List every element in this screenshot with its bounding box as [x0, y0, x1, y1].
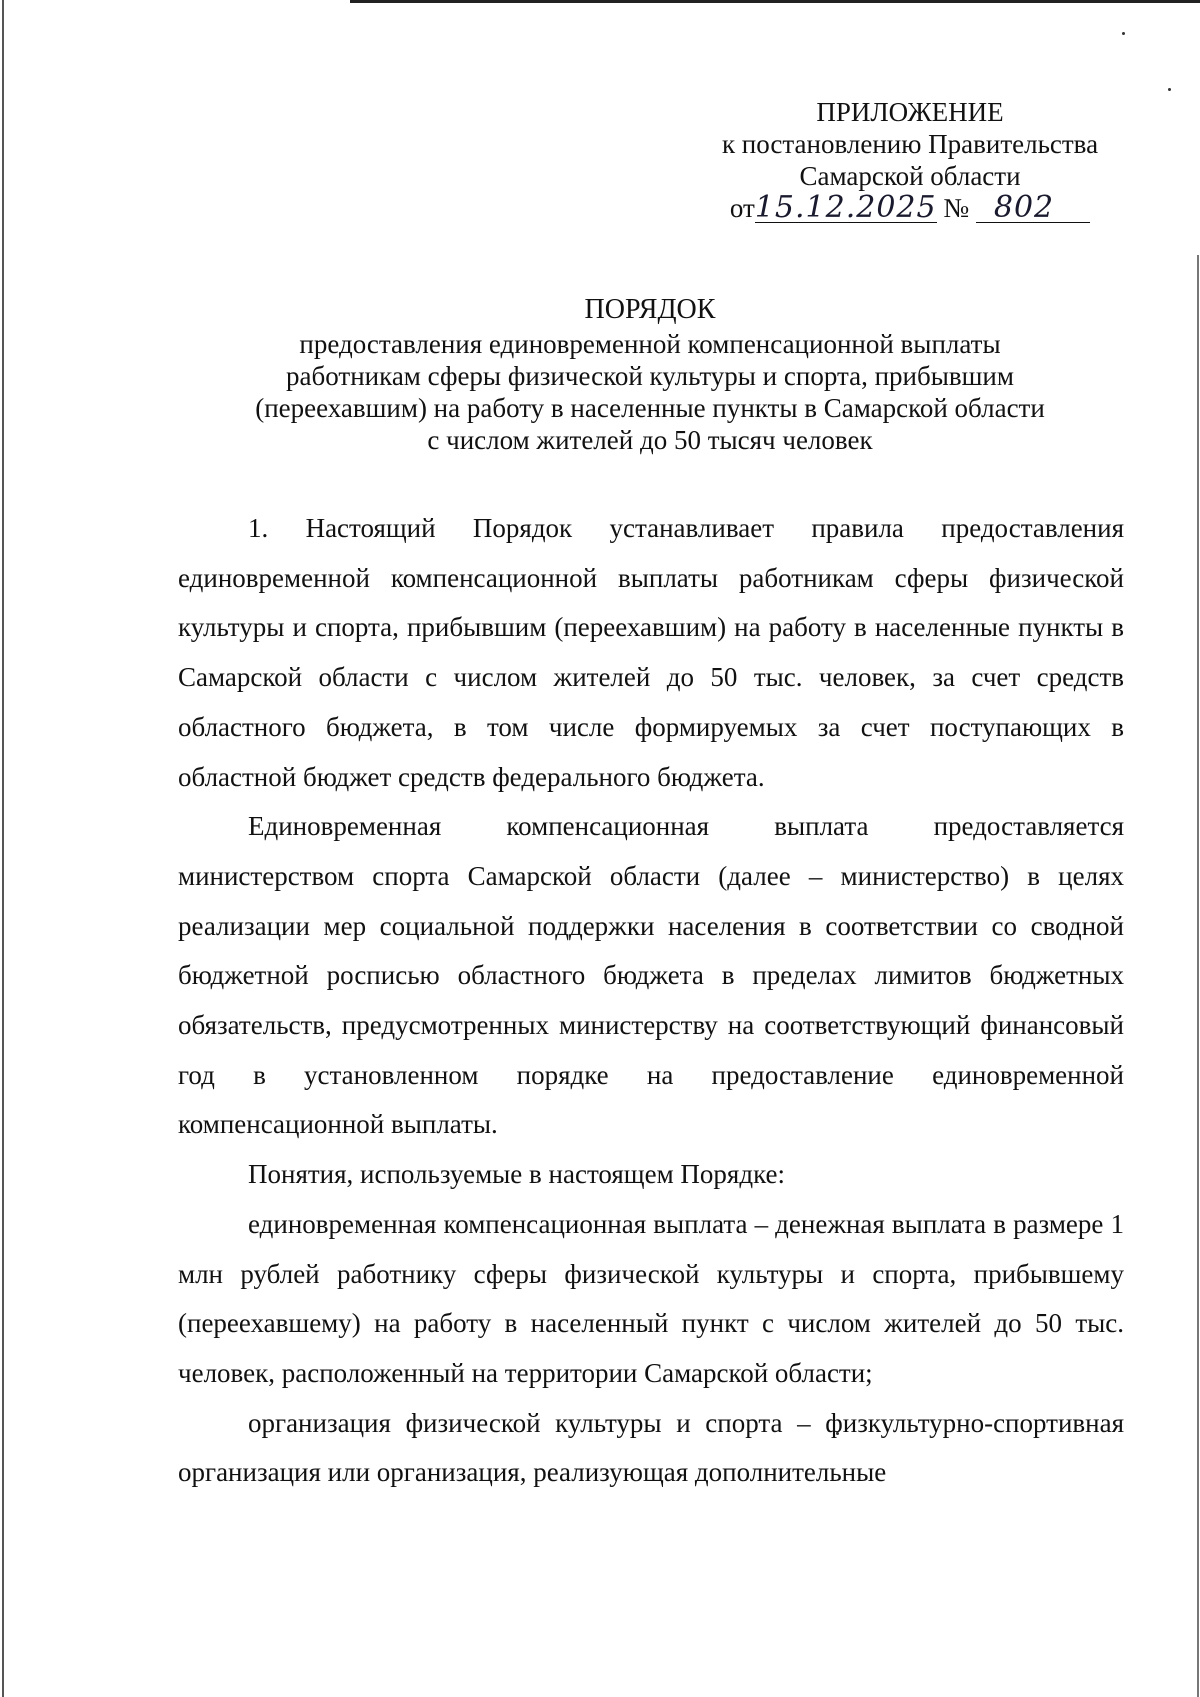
appendix-date-line: [680, 192, 1140, 224]
title-line-4: с числом жителей до 50 тысяч человек: [427, 425, 873, 455]
appendix-label: ПРИЛОЖЕНИЕ: [816, 97, 1004, 127]
scan-edge-top: [350, 0, 1200, 3]
scan-speck: [1168, 88, 1171, 91]
title-line-2: работникам сферы физической культуры и спорта, прибывшим: [286, 361, 1014, 391]
scan-edge-right: [1197, 255, 1199, 1697]
paragraph-3: Понятия, используемые в настоящем Порядке:: [248, 1159, 785, 1190]
handwritten-date: 15.12.2025: [754, 190, 937, 225]
scan-speck: [1122, 32, 1125, 35]
document-title: ПОРЯДОК: [584, 294, 716, 325]
title-line-1: предоставления единовременной компенсационной выплаты: [299, 329, 1001, 359]
handwritten-number: 802: [976, 194, 1090, 223]
appendix-region-line: Самарской области: [799, 161, 1021, 191]
number-sign: №: [943, 193, 970, 223]
document-body: [178, 504, 1124, 1498]
appendix-resolution-line: к постановлению Правительства: [721, 129, 1099, 159]
paragraph-4: единовременная компенсационная выплата – денежная выплата в размере 1 млн рублей работнику сферы физической культуры и спорта, прибывшему (переехавшему) на работу в населенный пункт с числом жителей до 50 тыс. человек, расположенный на территории Самарской области;: [178, 1208, 1124, 1388]
scan-edge-left: [2, 0, 4, 1697]
date-prefix: от: [729, 193, 755, 223]
paragraph-2: Единовременная компенсационная выплата предоставляется министерством спорта Самарской области (далее – министерство) в целях реализации мер социальной поддержки населения в соответствии со сводной бюджетной росписью областного бюджета в пределах лимитов бюджетных обязательств, предусмотренных министерству на соответствующий финансовый год в установленном порядке на предоставление единовременной компенсационной выплаты.: [178, 811, 1124, 1140]
title-line-3: (переехавшим) на работу в населенные пункты в Самарской области: [255, 393, 1045, 423]
paragraph-1: 1. Настоящий Порядок устанавливает правила предоставления единовременной компенсационной выплаты работникам сферы физической культуры и спорта, прибывшим (переехавшим) на работу в населенные пункты в Самарской области с числом жителей до 50 тыс. человек, за счет средств областного бюджета, в том числе формируемых за счет поступающих в областной бюджет средств федерального бюджета.: [178, 513, 1124, 792]
paragraph-5: организация физической культуры и спорта – физкультурно-спортивная организация или организация, реализующая дополнительные: [178, 1407, 1124, 1488]
appendix-header: [680, 96, 1140, 224]
document-title-block: [160, 294, 1140, 456]
